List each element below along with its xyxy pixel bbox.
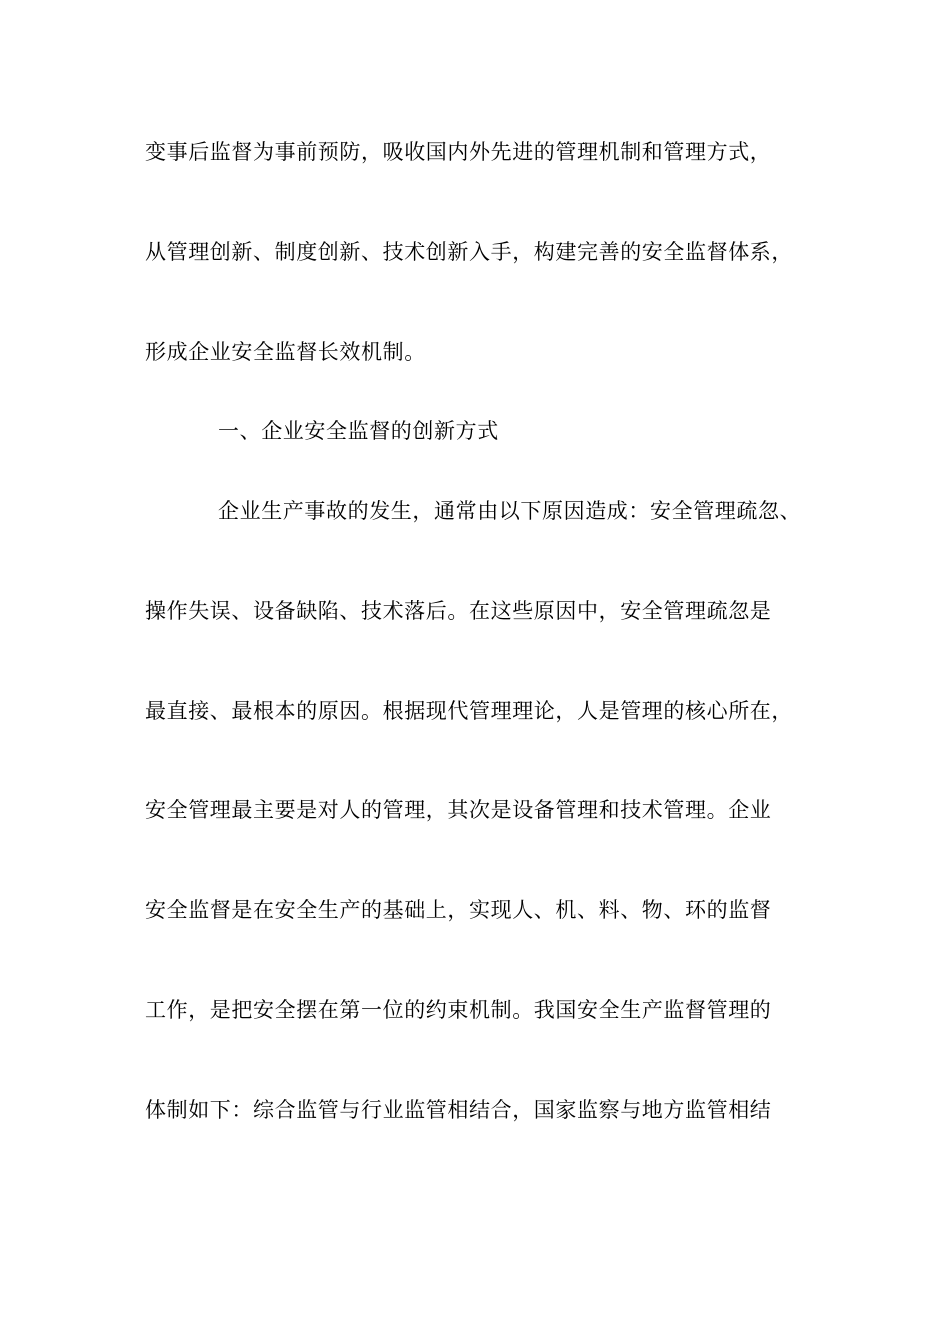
paragraph-line: 操作失误、设备缺陷、技术落后。在这些原因中，安全管理疏忽是 bbox=[145, 599, 772, 623]
paragraph-line: 体制如下：综合监管与行业监管相结合，国家监察与地方监管相结 bbox=[145, 1098, 772, 1122]
paragraph-line: 工作，是把安全摆在第一位的约束机制。我国安全生产监督管理的 bbox=[145, 998, 772, 1022]
paragraph-line: 变事后监督为事前预防，吸收国内外先进的管理机制和管理方式， bbox=[145, 140, 772, 164]
paragraph-line: 安全管理最主要是对人的管理，其次是设备管理和技术管理。企业 bbox=[145, 798, 772, 822]
paragraph-line: 形成企业安全监督长效机制。 bbox=[145, 340, 426, 364]
paragraph-line: 最直接、最根本的原因。根据现代管理理论，人是管理的核心所在， bbox=[145, 699, 793, 723]
paragraph-line: 安全监督是在安全生产的基础上，实现人、机、料、物、环的监督 bbox=[145, 898, 772, 922]
section-heading: 一、企业安全监督的创新方式 bbox=[218, 419, 499, 443]
paragraph-line: 企业生产事故的发生，通常由以下原因造成：安全管理疏忽、 bbox=[218, 499, 802, 523]
paragraph-line: 从管理创新、制度创新、技术创新入手，构建完善的安全监督体系， bbox=[145, 240, 793, 264]
